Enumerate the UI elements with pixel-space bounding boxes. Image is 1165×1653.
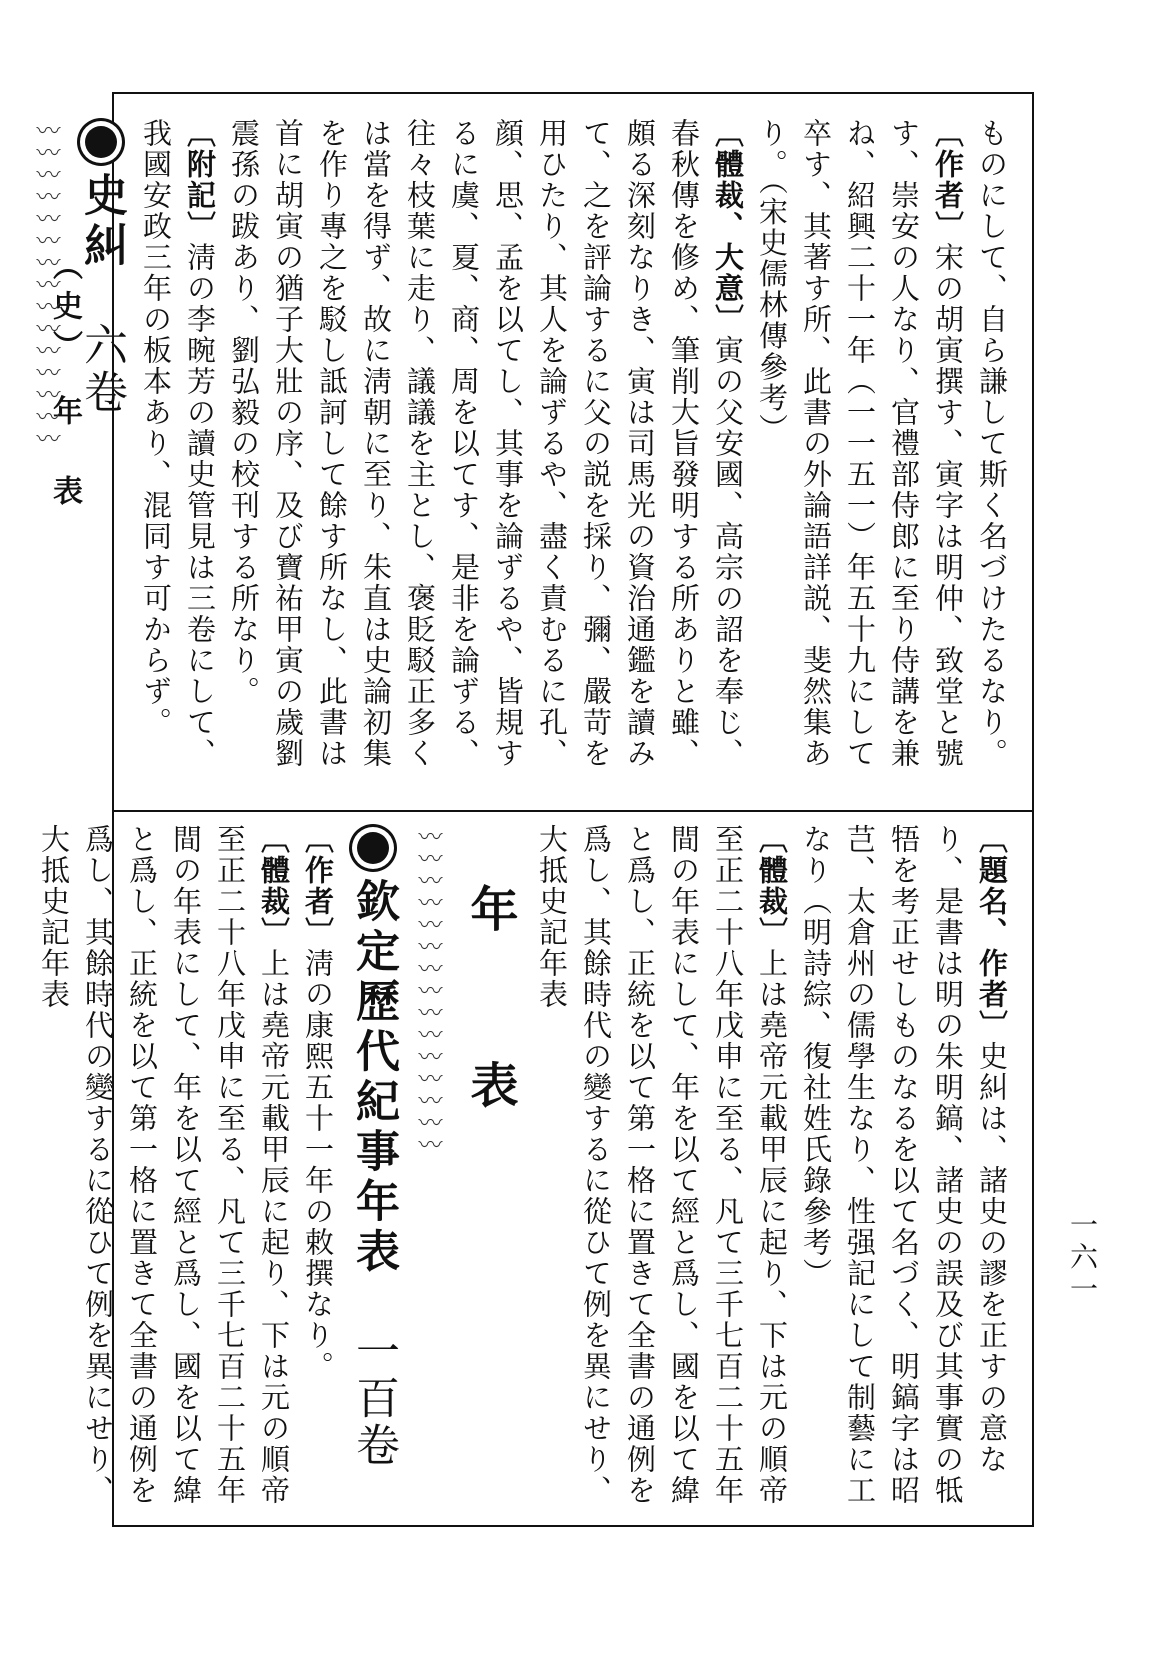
- entry-count: 六卷: [76, 322, 127, 416]
- entry-heading: [68, 118, 134, 794]
- appendix-label: 〔附記〕: [183, 118, 217, 242]
- style-label: 〔體裁、大意〕: [711, 118, 745, 335]
- carryover-text: ものにして、自ら謙して斯く名づけたるなり。: [975, 118, 1009, 769]
- style-text: 寅の父安國、高宗の詔を奉じ、春秋傳を修め、筆削大旨發明する所ありと雖、頗る深刻なりき、寅は司馬光の資治通鑑を讀みて、之を評論するに父の説を採り、彌、嚴苛を用ひたり、其人を論ずるや、盡く責むるに孔、顔、思、孟を以てし、其事を論ずるや、皆規するに虞、夏、商、周を以てす、是非を論ずる、往々枝葉に走り、議議を主とし、褒貶駁正多くは當を得ず、故に淸朝に至り、朱直は史論初集を作り專之を駁し詆訶して餘す所なし、此書は首に胡寅の猶子大壯の序、及び寶祐甲寅の歲劉震孫の跋あり、劉弘毅の校刊する所なり。: [227, 118, 745, 769]
- style-text-2: 上は堯帝元載甲辰に起り、下は元の順帝至正二十八年戊申に至る、凡て三千七百二十五年間の年表にして、年を以て經と爲し、國を以て緯と爲し、正統を以て第一格に置きて全書の通例を爲し、其餘時代の變するに從ひて例を異にせり、大抵史記年表: [37, 824, 291, 1506]
- entry-heading: [340, 824, 406, 1514]
- style-paragraph: [530, 824, 794, 1514]
- style-label-2: 〔體裁〕: [257, 824, 291, 948]
- wavy-divider: 〰〰〰〰〰〰〰〰〰〰〰〰〰〰〰: [414, 824, 442, 1154]
- page-number: 一六一: [1066, 1210, 1099, 1306]
- author-label: 〔作者〕: [301, 824, 335, 948]
- style-text: 上は堯帝元載甲辰に起り、下は元の順帝至正二十八年戊申に至る、凡て三千七百二十五年間の年表にして、年を以て經と爲し、國を以て緯と爲し、正統を以て第一格に置きて全書の通例を爲し、其餘時代の變するに從ひて例を異にせり、大抵史記年表: [535, 824, 789, 1506]
- bottom-section: [37, 824, 1014, 1514]
- wavy-divider: 〰〰〰〰〰〰〰〰〰〰〰〰〰〰〰: [32, 118, 60, 448]
- appendix-paragraph: [134, 118, 222, 794]
- title-author-label: 〔題名、作者〕: [975, 824, 1009, 1041]
- style-paragraph-2: [32, 824, 296, 1514]
- author-label: 〔作者〕: [931, 118, 965, 242]
- bullet-icon: [357, 832, 389, 864]
- author-text: 淸の康熙五十一年の敕撰なり。: [301, 948, 335, 1382]
- bullet-icon: [85, 126, 117, 158]
- entry-count: 一百卷: [348, 1328, 399, 1469]
- style-paragraph: [222, 118, 750, 794]
- author-paragraph: [750, 118, 970, 794]
- style-label: 〔體裁〕: [755, 824, 789, 948]
- entry-title: 史糾: [76, 172, 127, 272]
- title-author-paragraph: [794, 824, 1014, 1514]
- author-paragraph: [296, 824, 340, 1514]
- title-author-text: 史糾は、諸史の謬を正すの意なり、是書は明の朱明鎬、諸史の誤及び其事實の牴牾を考正せしものなるを以て名づく、明鎬字は昭芑、太倉州の儒學生なり、性强記にして制藝に工なり（明詩綜、復社姓氏錄參考）: [799, 824, 1009, 1506]
- appendix-text: 淸の李晼芳の讀史管見は三卷にして、我國安政三年の板本あり、混同す可からず。: [139, 118, 217, 769]
- entry-title: 欽定歷代紀事年表: [348, 878, 399, 1278]
- section-title: 年 表: [462, 884, 518, 1148]
- section-divider: [112, 810, 1034, 812]
- author-text: 宋の胡寅撰す、寅字は明仲、致堂と號す、崇安の人なり、官禮部侍郎に至り侍講を兼ね、紹興二十一年（一一五一）年五十九にして卒す、其著す所、此書の外論語詳説、斐然集あり。（宋史儒林傳參考）: [755, 118, 965, 769]
- running-head: （史） 年 表: [47, 250, 82, 515]
